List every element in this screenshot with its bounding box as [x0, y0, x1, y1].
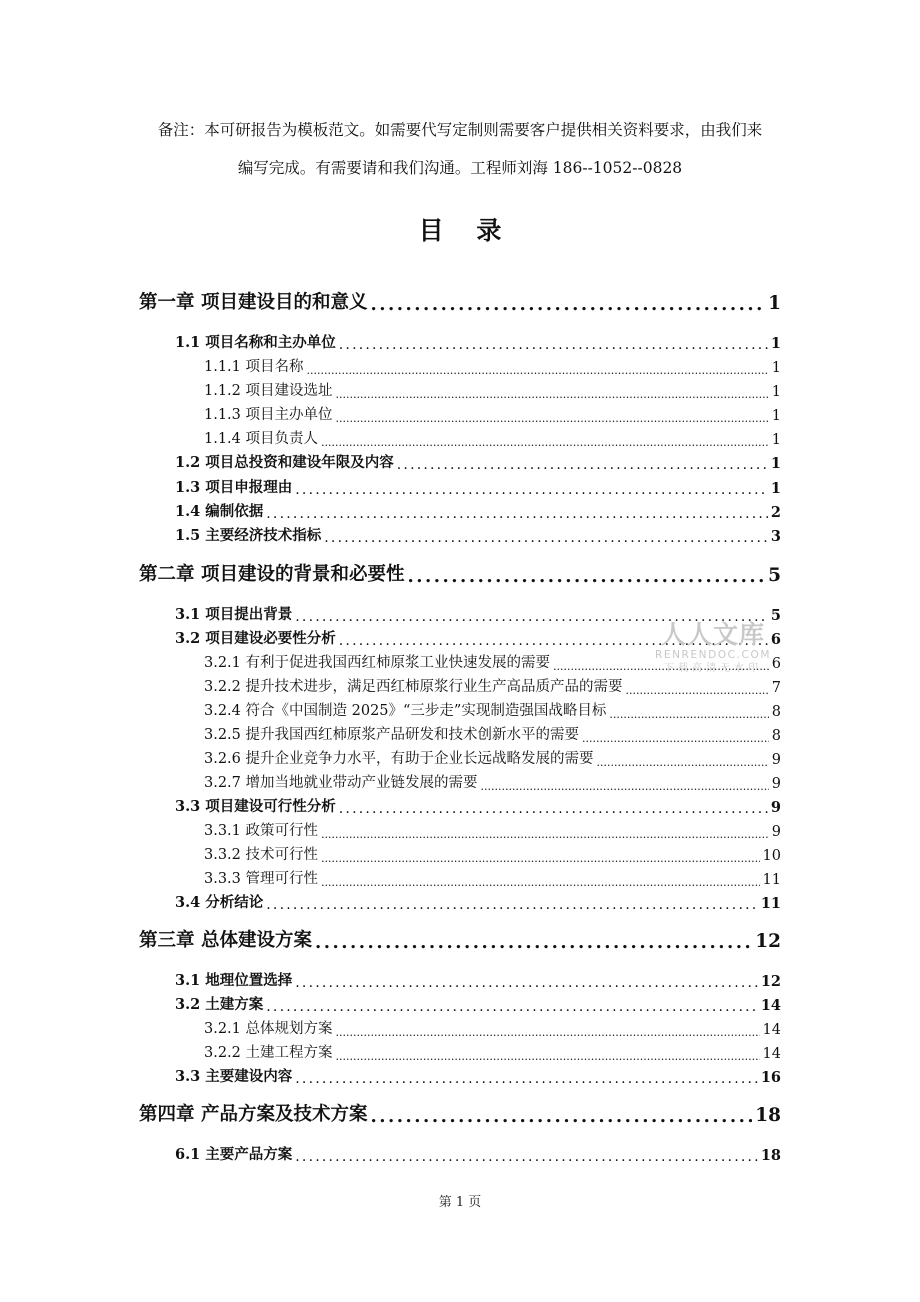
toc-entry-page: 8 [771, 704, 781, 720]
toc-section-3-2b[interactable] [175, 994, 781, 1014]
toc-leader-dots [295, 483, 768, 497]
toc-section-1-4[interactable] [175, 501, 781, 521]
toc-entry-title: 3.3.1 政策可行性 [204, 823, 319, 839]
watermark-logo [648, 622, 778, 684]
toc-leader-dots [597, 757, 769, 768]
toc-entry-title: 3.3 项目建设可行性分析 [175, 798, 336, 815]
toc-leader-dots [339, 802, 768, 816]
toc-title: 目 录 [418, 216, 514, 245]
toc-entry-page: 5 [768, 565, 781, 586]
toc-entry-title: 3.2.4 符合《中国制造 2025》“三步走”实现制造强国战略目标 [204, 703, 607, 719]
toc-leader-dots [481, 781, 769, 792]
toc-leader-dots [609, 709, 768, 720]
toc-leader-dots [295, 976, 758, 990]
toc-entry-page: 7 [771, 680, 781, 696]
toc-section-1-3[interactable] [175, 477, 781, 497]
toc-entry-page: 9 [771, 752, 781, 768]
toc-leader-dots [626, 685, 769, 696]
remark-line-2: 编写完成。有需要请和我们沟通。工程师刘海 186--1052--0828 [237, 159, 683, 177]
toc-entry-title: 3.2.7 增加当地就业带动产业链发展的需要 [204, 775, 478, 791]
toc-entry-page: 18 [755, 1105, 781, 1126]
toc-leader-dots [321, 853, 760, 864]
toc-entry-page: 14 [762, 1046, 781, 1062]
toc-entry-title: 3.4 分析结论 [175, 894, 264, 911]
toc-leader-dots [336, 413, 769, 424]
toc-entry-page: 9 [771, 776, 781, 792]
toc-entry-page: 1 [771, 432, 781, 448]
toc-leader-dots [307, 365, 769, 376]
toc-leader-dots [321, 437, 769, 448]
toc-entry-title: 第二章 项目建设的背景和必要性 [139, 564, 405, 585]
toc-leader-dots [324, 531, 768, 545]
toc-entry-title: 3.2.5 提升我国西红柿原浆产品研发和技术创新水平的需要 [204, 727, 580, 743]
toc-subsection-3-3-3[interactable] [204, 868, 781, 888]
toc-entry-title: 1.4 编制依据 [175, 503, 264, 520]
toc-entry-page: 9 [770, 799, 781, 816]
toc-entry-title: 3.1 项目提出背景 [175, 606, 293, 623]
toc-entry-title: 3.2.2 土建工程方案 [204, 1045, 333, 1061]
toc-leader-dots [397, 458, 768, 472]
toc-section-3-3b[interactable] [175, 1066, 781, 1086]
toc-entry-title: 3.2.6 提升企业竞争力水平，有助于企业长远战略发展的需要 [204, 751, 594, 767]
toc-entry-title: 3.3 主要建设内容 [175, 1068, 293, 1085]
toc-entry-page: 11 [760, 895, 781, 912]
toc-subsection-3-3-1[interactable] [204, 820, 781, 840]
toc-section-1-2[interactable] [175, 452, 781, 472]
toc-entry-title: 1.1 项目名称和主办单位 [175, 334, 336, 351]
toc-leader-dots [336, 1027, 760, 1038]
toc-entry-page: 12 [760, 973, 781, 990]
watermark-brand: 人人文库 [660, 620, 765, 649]
toc-entry-page: 14 [762, 1022, 781, 1038]
toc-subsection-1-1-4[interactable] [204, 428, 781, 448]
watermark-domain: RENRENDOC.COM [654, 649, 772, 661]
toc-subsection-1-1-1[interactable] [204, 356, 781, 376]
toc-entry-title: 3.3.3 管理可行性 [204, 871, 319, 887]
toc-leader-dots [295, 1150, 758, 1164]
toc-entry-title: 第四章 产品方案及技术方案 [139, 1104, 368, 1125]
toc-entry-page: 18 [760, 1147, 781, 1164]
toc-entry-title: 1.3 项目申报理由 [175, 479, 293, 496]
toc-entry-page: 1 [771, 384, 781, 400]
toc-subsection-1-1-3[interactable] [204, 404, 781, 424]
toc-entry-page: 6 [771, 656, 781, 672]
toc-entry-page: 3 [770, 528, 781, 545]
toc-entry-page: 5 [770, 607, 781, 624]
toc-entry-title: 3.2.2 提升技术进步，满足西红柿原浆行业生产高品质产品的需要 [204, 679, 623, 695]
remark-line-1: 备注：本可研报告为模板范文。如需要代写定制则需要客户提供相关资料要求，由我们来 [157, 121, 763, 139]
toc-leader-dots [315, 934, 752, 952]
toc-leader-dots [336, 1051, 760, 1062]
toc-entry-title: 1.1.2 项目建设选址 [204, 383, 333, 399]
toc-entry-title: 3.3.2 技术可行性 [204, 847, 319, 863]
toc-entry-page: 11 [762, 872, 781, 888]
toc-subsection-3-2-1b[interactable] [204, 1018, 781, 1038]
toc-entry-page: 1 [768, 293, 781, 314]
toc-chapter-3[interactable] [139, 926, 781, 952]
toc-leader-dots [321, 877, 760, 888]
toc-section-1-5[interactable] [175, 525, 781, 545]
toc-leader-dots [370, 1108, 752, 1126]
toc-subsection-1-1-2[interactable] [204, 380, 781, 400]
toc-entry-page: 8 [771, 728, 781, 744]
toc-subsection-3-3-2[interactable] [204, 844, 781, 864]
toc-entry-page: 1 [771, 408, 781, 424]
toc-entry-page: 1 [771, 360, 781, 376]
toc-entry-title: 1.1.3 项目主办单位 [204, 407, 333, 423]
toc-entry-title: 6.1 主要产品方案 [175, 1146, 293, 1163]
toc-section-3-4[interactable] [175, 892, 781, 912]
toc-section-3-1b[interactable] [175, 970, 781, 990]
toc-entry-title: 1.1.1 项目名称 [204, 359, 304, 375]
toc-entry-title: 1.5 主要经济技术指标 [175, 527, 322, 544]
toc-leader-dots [295, 1072, 758, 1086]
toc-leader-dots [582, 733, 769, 744]
page-number-footer: 第 1 页 [438, 1195, 482, 1210]
toc-section-6-1[interactable] [175, 1144, 781, 1164]
toc-entry-title: 1.2 项目总投资和建设年限及内容 [175, 454, 394, 471]
toc-leader-dots [321, 829, 769, 840]
toc-entry-title: 第三章 总体建设方案 [139, 930, 312, 951]
toc-leader-dots [407, 568, 765, 586]
toc-leader-dots [266, 1000, 758, 1014]
toc-entry-page: 14 [760, 997, 781, 1014]
toc-entry-page: 10 [762, 848, 781, 864]
toc-entry-title: 3.1 地理位置选择 [175, 972, 293, 989]
toc-leader-dots [266, 898, 758, 912]
toc-entry-page: 1 [770, 335, 781, 352]
toc-entry-title: 3.2 项目建设必要性分析 [175, 630, 336, 647]
toc-entry-page: 1 [770, 455, 781, 472]
toc-leader-dots [370, 296, 765, 314]
toc-chapter-1[interactable] [139, 288, 781, 314]
toc-subsection-3-2-5[interactable] [204, 724, 781, 744]
toc-entry-title: 1.1.4 项目负责人 [204, 431, 319, 447]
toc-entry-page: 12 [755, 931, 781, 952]
toc-subsection-3-2-2b[interactable] [204, 1042, 781, 1062]
toc-section-1-1[interactable] [175, 332, 781, 352]
toc-leader-dots [336, 389, 769, 400]
toc-subsection-3-2-6[interactable] [204, 748, 781, 768]
toc-entry-page: 9 [771, 824, 781, 840]
toc-entry-page: 16 [760, 1069, 781, 1086]
toc-entry-page: 1 [770, 480, 781, 497]
watermark-tagline: 下载高清无水印 [664, 663, 762, 674]
toc-entry-title: 第一章 项目建设目的和意义 [139, 292, 368, 313]
toc-entry-title: 3.2.1 总体规划方案 [204, 1021, 333, 1037]
toc-leader-dots [339, 338, 768, 352]
toc-entry-page: 2 [770, 504, 781, 521]
toc-chapter-4[interactable] [139, 1100, 781, 1126]
toc-entry-page: 6 [770, 631, 781, 648]
toc-subsection-3-2-4[interactable] [204, 700, 781, 720]
toc-leader-dots [266, 507, 768, 521]
toc-section-3-3[interactable] [175, 796, 781, 816]
toc-chapter-2[interactable] [139, 560, 781, 586]
toc-entry-title: 3.2 土建方案 [175, 996, 264, 1013]
toc-subsection-3-2-7[interactable] [204, 772, 781, 792]
toc-entry-title: 3.2.1 有利于促进我国西红柿原浆工业快速发展的需要 [204, 655, 551, 671]
